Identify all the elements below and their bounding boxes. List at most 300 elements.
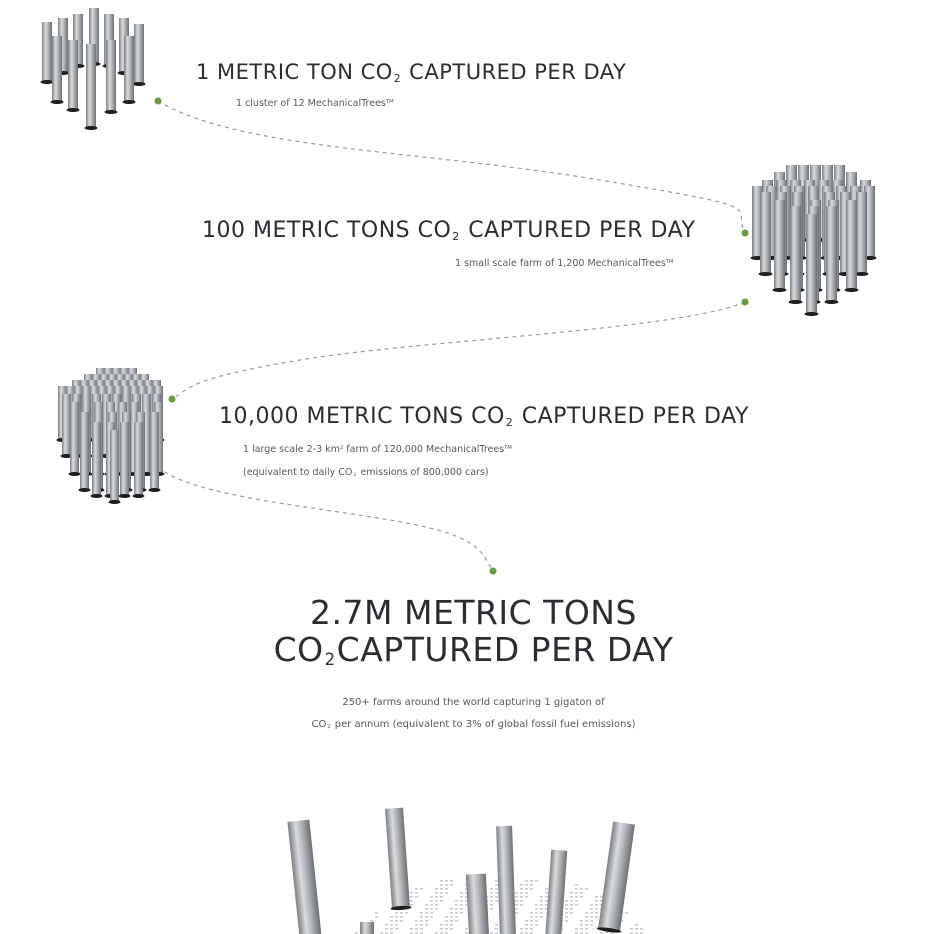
globe-dot — [490, 908, 493, 910]
globe-dot — [390, 932, 393, 934]
globe-dot — [415, 888, 418, 890]
globe-dot — [445, 880, 448, 882]
globe-dot — [585, 916, 588, 918]
globe-dot — [635, 932, 638, 934]
globe-tree-icon — [464, 874, 491, 934]
globe-dot — [415, 928, 418, 930]
globe-dot — [440, 880, 443, 882]
globe-dot — [425, 904, 428, 906]
globe-dot — [445, 892, 448, 894]
milestone-2-note: 1 small scale farm of 1,200 MechanicalTrees™ — [455, 258, 674, 269]
globe-dot — [570, 892, 573, 894]
globe-dot — [570, 896, 573, 898]
globe-dot — [440, 932, 443, 934]
globe-dot — [395, 916, 398, 918]
globe-dot — [450, 920, 453, 922]
globe-dot — [420, 932, 423, 934]
globe-dot — [425, 916, 428, 918]
mechanical-tree-icon — [134, 422, 143, 496]
globe-dot — [570, 908, 573, 910]
tree-base-icon — [825, 300, 839, 304]
globe-tree-icon — [596, 821, 636, 933]
globe-dot — [495, 892, 498, 894]
globe-dot — [420, 912, 423, 914]
globe-dot — [400, 920, 403, 922]
globe-dot — [585, 920, 588, 922]
globe-dot — [490, 888, 493, 890]
globe-dot — [400, 912, 403, 914]
globe-dot — [445, 916, 448, 918]
globe-dot — [535, 880, 538, 882]
globe-dot — [530, 912, 533, 914]
globe-dot — [635, 924, 638, 926]
globe-dot — [415, 920, 418, 922]
globe-dot — [410, 932, 413, 934]
milestone-4-title-line1: 2.7M METRIC TONS — [310, 593, 637, 632]
globe-dot — [590, 908, 593, 910]
globe-dot — [585, 932, 588, 934]
globe-dot — [515, 908, 518, 910]
globe-dot — [520, 904, 523, 906]
globe-dot — [410, 928, 413, 930]
globe-dot — [435, 900, 438, 902]
globe-dot — [430, 908, 433, 910]
globe-dot — [410, 892, 413, 894]
globe-dot — [580, 928, 583, 930]
globe-dot — [435, 908, 438, 910]
globe-dot — [420, 916, 423, 918]
globe-dot — [575, 904, 578, 906]
globe-dot — [415, 932, 418, 934]
globe-dot — [530, 916, 533, 918]
globe-dot — [515, 900, 518, 902]
globe-dot — [535, 908, 538, 910]
globe-dot — [525, 924, 528, 926]
globe-dot — [495, 900, 498, 902]
globe-tree-icon — [286, 819, 326, 934]
tree-base-icon — [41, 80, 54, 84]
globe-dot — [460, 908, 463, 910]
connector-path-3 — [158, 467, 493, 571]
mechanical-tree-icon — [774, 200, 785, 290]
globe-dot — [390, 916, 393, 918]
globe-dot — [545, 892, 548, 894]
globe-dot — [625, 912, 628, 914]
mechanical-tree-icon — [134, 24, 144, 84]
tree-base-icon — [91, 494, 103, 498]
globe-dot — [585, 888, 588, 890]
mechanical-tree-icon — [287, 820, 324, 934]
globe-dot — [580, 892, 583, 894]
globe-dot — [580, 888, 583, 890]
milestone-4-title-line2: $CO_2CAPTURED$ PER DAY — [273, 630, 674, 670]
globe-dot — [520, 892, 523, 894]
milestone-1-title: 1 METRIC TON $CO_2$ CAPTURED PER DAY — [196, 60, 627, 85]
globe-dot — [445, 932, 448, 934]
milestone-dot — [155, 98, 162, 105]
globe-dot — [525, 888, 528, 890]
globe-dot — [530, 880, 533, 882]
globe-dot — [390, 924, 393, 926]
globe-dot — [495, 928, 498, 930]
globe-dot — [395, 912, 398, 914]
mechanical-tree-icon — [68, 40, 78, 110]
mechanical-tree-icon — [826, 206, 837, 302]
globe-dot — [430, 904, 433, 906]
globe-dot — [525, 892, 528, 894]
tree-base-icon — [123, 100, 136, 104]
mechanical-tree-icon — [42, 22, 52, 82]
globe-dot — [575, 888, 578, 890]
globe-dot — [450, 880, 453, 882]
mechanical-tree-icon — [80, 412, 89, 490]
globe-dot — [590, 912, 593, 914]
globe-dot — [425, 920, 428, 922]
globe-dot — [420, 924, 423, 926]
globe-dot — [565, 912, 568, 914]
globe-dot — [540, 896, 543, 898]
mechanical-tree-icon — [52, 36, 62, 102]
globe-dot — [530, 920, 533, 922]
globe-dot — [465, 932, 468, 934]
globe-dot — [495, 896, 498, 898]
milestone-1-note: 1 cluster of 12 MechanicalTrees™ — [236, 98, 394, 109]
globe-dot — [535, 924, 538, 926]
globe-dot — [440, 884, 443, 886]
globe-trees-icon — [286, 808, 643, 934]
tree-base-icon — [759, 272, 773, 276]
globe-dot — [590, 920, 593, 922]
globe-dot — [520, 932, 523, 934]
globe-dot — [415, 896, 418, 898]
globe-dot — [445, 888, 448, 890]
globe-dot — [440, 900, 443, 902]
mechanical-tree-icon — [806, 214, 817, 314]
globe-dot — [545, 888, 548, 890]
tree-cluster-icon — [41, 8, 146, 130]
globe-dot — [425, 912, 428, 914]
globe-dot — [595, 912, 598, 914]
globe-dot — [530, 928, 533, 930]
globe-dot — [515, 904, 518, 906]
globe-dot — [415, 924, 418, 926]
globe-dot — [520, 928, 523, 930]
globe-tree-icon — [384, 808, 412, 911]
globe-dot — [390, 920, 393, 922]
globe-dot — [490, 932, 493, 934]
globe-dot — [440, 896, 443, 898]
globe-dot — [385, 924, 388, 926]
globe-dot — [575, 932, 578, 934]
globe-dot — [580, 920, 583, 922]
milestone-3-note: 1 large scale 2-3 $km^2$ farm of 120,000 MechanicalTrees™ — [243, 444, 512, 455]
globe-dot — [420, 928, 423, 930]
globe-dot — [495, 888, 498, 890]
tree-base-icon — [845, 288, 859, 292]
tree-base-icon — [133, 82, 146, 86]
mechanical-tree-icon — [545, 850, 567, 934]
mechanical-tree-icon — [110, 430, 119, 502]
globe-dot — [490, 900, 493, 902]
tree-base-icon — [109, 500, 121, 504]
globe-dot — [520, 900, 523, 902]
milestone-dot — [742, 230, 749, 237]
globe-dot — [525, 884, 528, 886]
globe-dot — [595, 896, 598, 898]
globe-dot — [420, 888, 423, 890]
globe-dot — [490, 896, 493, 898]
mechanical-tree-icon — [790, 206, 801, 302]
tree-base-icon — [773, 288, 787, 292]
globe-dot — [435, 904, 438, 906]
globe-dot — [445, 884, 448, 886]
globe-dot — [450, 916, 453, 918]
globe-dot — [525, 928, 528, 930]
globe-tree-icon — [543, 850, 568, 934]
globe-dot — [575, 892, 578, 894]
globe-dot — [395, 928, 398, 930]
globe-dot — [460, 896, 463, 898]
globe-dot — [450, 928, 453, 930]
globe-dot — [455, 916, 458, 918]
globe-dot — [440, 888, 443, 890]
globe-dot — [495, 932, 498, 934]
globe-dot — [455, 908, 458, 910]
tree-base-icon — [805, 312, 819, 316]
mechanical-tree-icon — [86, 44, 96, 128]
globe-dot — [455, 912, 458, 914]
globe-dot — [535, 904, 538, 906]
globe-dot — [570, 912, 573, 914]
globe-dot — [565, 908, 568, 910]
connector-path-2 — [172, 302, 745, 399]
globe-dot — [455, 904, 458, 906]
milestone-3-title: 10,000 METRIC TONS $CO_2$ CAPTURED PER DAY — [219, 404, 749, 429]
globe-dot — [575, 884, 578, 886]
globe-dot — [525, 920, 528, 922]
mechanical-tree-icon — [70, 402, 79, 474]
tree-base-icon — [149, 488, 161, 492]
globe-dot — [370, 920, 373, 922]
globe-dot — [640, 928, 643, 930]
tree-base-icon — [69, 472, 81, 476]
globe-dot — [595, 908, 598, 910]
globe-dot — [450, 924, 453, 926]
globe-dot — [410, 900, 413, 902]
globe-dot — [565, 900, 568, 902]
globe-dot — [600, 932, 603, 934]
milestone-dot — [490, 568, 497, 575]
mechanical-tree-icon — [92, 422, 101, 496]
mechanical-tree-icon — [62, 394, 71, 456]
globe-dot — [450, 884, 453, 886]
globe-dot — [580, 924, 583, 926]
globe-dot — [415, 892, 418, 894]
globe-dot — [575, 900, 578, 902]
globe-dot — [460, 912, 463, 914]
tree-base-icon — [789, 300, 803, 304]
globe-dot — [435, 896, 438, 898]
globe-dot — [440, 928, 443, 930]
globe-tree-icon — [359, 922, 376, 934]
connector-path-1 — [158, 101, 745, 233]
globe-dot — [640, 932, 643, 934]
tree-base-icon — [79, 488, 91, 492]
mechanical-tree-icon — [466, 874, 490, 934]
globe-dot — [540, 912, 543, 914]
globe-dot — [545, 896, 548, 898]
globe-dot — [520, 888, 523, 890]
globe-dot — [520, 896, 523, 898]
globe-dot — [535, 920, 538, 922]
globe-dot — [545, 900, 548, 902]
globe-dot — [575, 928, 578, 930]
tree-farm-large-icon — [57, 368, 165, 504]
globe-dot — [455, 920, 458, 922]
globe-dot — [375, 916, 378, 918]
globe-dot — [585, 928, 588, 930]
globe-dot — [435, 892, 438, 894]
globe-dot — [395, 920, 398, 922]
globe-dot — [580, 932, 583, 934]
globe-dot — [525, 880, 528, 882]
tree-base-icon — [85, 126, 98, 130]
globe-dot — [540, 916, 543, 918]
globe-dot — [375, 912, 378, 914]
globe-dot — [570, 904, 573, 906]
globe-dot — [445, 928, 448, 930]
globe-dot — [530, 932, 533, 934]
globe-dot — [530, 924, 533, 926]
globe-dot — [590, 904, 593, 906]
milestone-dot — [742, 299, 749, 306]
globe-dot — [435, 888, 438, 890]
globe-dot — [530, 884, 533, 886]
globe-dot — [540, 904, 543, 906]
globe-dot — [425, 908, 428, 910]
tree-farm-small-icon — [751, 165, 877, 316]
globe-dot — [495, 880, 498, 882]
globe-dot — [405, 912, 408, 914]
milestone-dot — [169, 396, 176, 403]
globe-dot — [590, 924, 593, 926]
globe-dot — [460, 900, 463, 902]
globe-dot — [595, 904, 598, 906]
mechanical-tree-icon — [150, 412, 159, 490]
globe-dot — [605, 932, 608, 934]
globe-dot — [635, 928, 638, 930]
globe-dot — [455, 900, 458, 902]
globe-dot — [630, 932, 633, 934]
globe-dot — [445, 920, 448, 922]
mechanical-tree-icon — [598, 822, 635, 932]
globe-dot — [430, 912, 433, 914]
globe-dot — [400, 916, 403, 918]
globe-dot — [440, 892, 443, 894]
globe-dot — [410, 896, 413, 898]
globe-dot — [385, 932, 388, 934]
milestone-2-title: 100 METRIC TONS $CO_2$ CAPTURED PER DAY — [202, 218, 696, 243]
mechanical-tree-icon — [760, 192, 771, 274]
globe-dot — [395, 924, 398, 926]
globe-dot — [490, 892, 493, 894]
globe-dot — [595, 900, 598, 902]
globe-dot — [525, 932, 528, 934]
globe-dot — [465, 928, 468, 930]
globe-dot — [435, 932, 438, 934]
mechanical-tree-icon — [496, 826, 516, 934]
globe-dot — [445, 924, 448, 926]
globe-tree-icon — [495, 826, 518, 934]
globe-dot — [535, 916, 538, 918]
globe-dot — [585, 924, 588, 926]
globe-dot — [565, 920, 568, 922]
mechanical-tree-icon — [385, 808, 410, 909]
globe-dot — [590, 916, 593, 918]
globe-dot — [380, 932, 383, 934]
mechanical-tree-icon — [856, 192, 867, 274]
tree-base-icon — [105, 110, 118, 114]
globe-dot — [355, 932, 358, 934]
globe-dot — [515, 896, 518, 898]
globe-dot — [515, 892, 518, 894]
globe-dot — [540, 908, 543, 910]
tree-base-icon — [67, 108, 80, 112]
globe-dot — [390, 928, 393, 930]
globe-dot — [580, 896, 583, 898]
globe-dot — [525, 896, 528, 898]
globe-dot — [535, 912, 538, 914]
mechanical-tree-icon — [106, 40, 116, 112]
globe-dot — [540, 900, 543, 902]
tree-base-icon — [51, 100, 64, 104]
globe-dot — [570, 900, 573, 902]
mechanical-tree-icon — [360, 922, 374, 934]
globe-dot — [450, 912, 453, 914]
globe-dot — [520, 884, 523, 886]
globe-dot — [595, 916, 598, 918]
globe-dot — [430, 896, 433, 898]
globe-dot — [460, 904, 463, 906]
globe-dot — [565, 904, 568, 906]
globe-dot — [495, 924, 498, 926]
milestone-3-equivalence: (equivalent to daily $CO_2$ emissions of 800,000 cars) — [243, 467, 489, 479]
globe-dot — [430, 900, 433, 902]
globe-dot — [385, 928, 388, 930]
mechanical-tree-icon — [124, 36, 134, 102]
globe-dot — [575, 896, 578, 898]
globe-dot — [450, 908, 453, 910]
milestone-4-title — [0, 594, 947, 678]
mechanical-tree-icon — [120, 422, 129, 496]
globe-dot — [440, 924, 443, 926]
globe-dot — [585, 912, 588, 914]
globe-dot — [630, 928, 633, 930]
tree-base-icon — [119, 494, 131, 498]
globe-trees — [286, 808, 636, 934]
milestone-4-note: 250+ farms around the world capturing 1 gigaton of — [342, 697, 605, 708]
globe-dot — [420, 920, 423, 922]
tree-base-icon — [133, 494, 145, 498]
globe-dot — [430, 916, 433, 918]
globe-dot — [495, 884, 498, 886]
mechanical-tree-icon — [846, 200, 857, 290]
globe-dot — [490, 904, 493, 906]
globe-dot — [460, 892, 463, 894]
globe-dot — [565, 916, 568, 918]
milestone-4-equivalence: $CO_2$ per annum (equivalent to 3% of global fossil fuel emissions) — [311, 719, 636, 731]
globe-dot — [425, 924, 428, 926]
